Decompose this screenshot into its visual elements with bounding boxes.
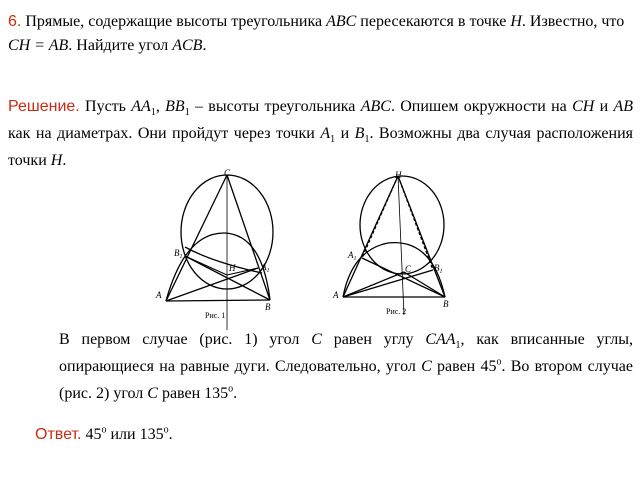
solution-and-2: и xyxy=(335,125,355,142)
fig2-line-ab1 xyxy=(343,270,433,297)
fig1-side-cb xyxy=(227,175,270,300)
fig1-label-a1 xyxy=(260,262,270,274)
answer-text-2: или 135 xyxy=(106,426,164,443)
solution-aa: AA xyxy=(131,98,151,115)
fig2-label-b1-letter: B xyxy=(434,263,440,273)
fig2-label-a1 xyxy=(347,250,357,262)
cases-text-2: равен углу xyxy=(321,331,426,348)
solution-bb: BB xyxy=(165,98,185,115)
fig2-label-h: H xyxy=(395,170,402,180)
answer-label: Ответ. xyxy=(35,426,82,443)
cases-angle-caa: CAA xyxy=(425,331,456,348)
fig2-label-a1-letter: A xyxy=(348,250,354,260)
figure-2 xyxy=(343,176,445,315)
fig2-altitude xyxy=(398,176,404,315)
fig2-label-a: A xyxy=(333,290,339,300)
problem-statement xyxy=(8,10,632,58)
problem-triangle: ABC xyxy=(326,13,357,30)
fig1-label-a1-sub: 1 xyxy=(266,268,270,274)
fig1-altitude-aa1 xyxy=(166,268,258,301)
fig1-altitude-bb1 xyxy=(185,256,270,300)
solution-a: A xyxy=(320,125,331,142)
fig1-label-c: C xyxy=(224,168,231,178)
solution-paragraph xyxy=(8,93,633,174)
cases-degree-1: о xyxy=(496,356,502,368)
fig2-line-hb xyxy=(398,176,445,297)
answer-degree-1: о xyxy=(101,424,107,436)
fig2-line-ha xyxy=(343,176,398,297)
fig2-line-hb1 xyxy=(398,176,433,270)
fig1-label-b1-sub: 1 xyxy=(179,254,183,260)
solution-b: B xyxy=(354,125,365,142)
fig2-arc-ab xyxy=(343,243,445,297)
fig1-label-b1-letter: B xyxy=(174,248,180,258)
problem-angle: ACB xyxy=(172,37,203,54)
solution-text-3: . Опишем окружности на xyxy=(390,98,573,115)
cases-angle-c-2: C xyxy=(421,358,432,375)
fig1-label-a: A xyxy=(156,290,162,300)
answer-line xyxy=(35,423,615,447)
fig2-label-a1-sub: 1 xyxy=(353,256,357,262)
solution-bb-sub: 1 xyxy=(184,107,190,119)
fig2-line-ha1 xyxy=(362,176,398,258)
cases-angle-caa-sub: 1 xyxy=(455,340,461,352)
solution-aa-sub: 1 xyxy=(150,107,156,119)
cases-degree-2: о xyxy=(228,383,234,395)
fig1-chord xyxy=(185,256,227,275)
answer-text-1: 45 xyxy=(81,426,102,443)
cases-paragraph xyxy=(59,326,633,407)
problem-number: 6. xyxy=(8,13,22,30)
solution-a-sub: 1 xyxy=(330,134,336,146)
solution-text-2: – высоты треугольника xyxy=(189,98,361,115)
fig1-side-ca xyxy=(166,175,227,301)
fig1-label-a1-letter: A xyxy=(261,262,267,272)
fig1-chord-2 xyxy=(227,268,258,275)
solution-ab: AB xyxy=(613,98,634,115)
problem-equation: CH = AB xyxy=(8,37,69,54)
fig2-side-cb xyxy=(404,272,445,297)
fig2-label-c: C xyxy=(405,264,412,274)
problem-text-2: пересекаются в точке xyxy=(356,13,511,30)
fig1-arc-inner xyxy=(185,247,262,273)
solution-text-1: Пусть xyxy=(79,98,132,115)
problem-text-3: . Известно, что xyxy=(521,13,625,30)
fig1-arc-ab xyxy=(166,233,270,301)
solution-ch: CH xyxy=(572,98,595,115)
problem-text-4: . Найдите угол xyxy=(68,37,173,54)
answer-degree-2: о xyxy=(163,424,169,436)
answer-text-3: . xyxy=(168,426,173,443)
problem-text-5: . xyxy=(202,37,207,54)
solution-text-6: . xyxy=(62,152,67,169)
solution-and-1: и xyxy=(594,98,614,115)
fig1-side-ab xyxy=(166,300,270,301)
cases-text-1: В первом случае (рис. 1) угол xyxy=(59,331,312,348)
cases-angle-c-3: C xyxy=(147,385,158,402)
solution-text-4: как на диаметрах. Они пройдут через точки xyxy=(8,125,321,142)
fig2-label-b1 xyxy=(434,263,443,275)
fig2-circle-ch xyxy=(360,176,444,274)
solution-h: H xyxy=(50,152,63,169)
fig1-label-b1 xyxy=(174,248,183,260)
fig2-caption: Рис. 2 xyxy=(386,307,407,316)
fig2-line-ba1 xyxy=(362,258,445,297)
cases-text-6: равен 135 xyxy=(157,385,229,402)
cases-text-4: равен 45 xyxy=(431,358,497,375)
solution-text-5: . Возможны два случая расположения точки xyxy=(8,125,634,169)
fig2-side-ca xyxy=(343,272,404,297)
cases-angle-c-1: C xyxy=(311,331,322,348)
cases-text-7: . xyxy=(233,385,238,402)
solution-sep: , xyxy=(155,98,166,115)
cases-text-5: . Во втором случае (рис. 2) угол xyxy=(59,358,633,402)
figure-1 xyxy=(166,175,273,330)
fig1-label-h: H xyxy=(229,263,236,273)
solution-b-sub: 1 xyxy=(364,134,370,146)
fig1-label-b: B xyxy=(265,302,271,312)
fig2-label-b1-sub: 1 xyxy=(439,269,443,275)
problem-text-1: Прямые, содержащие высоты треугольника xyxy=(21,13,327,30)
fig2-label-b: B xyxy=(443,299,449,309)
fig1-caption: Рис. 1 xyxy=(205,311,226,320)
solution-triangle: ABC xyxy=(360,98,391,115)
problem-point-h: H xyxy=(510,13,522,30)
cases-text-3: , как вписанные углы, опирающиеся на равные дуги. Следовательно, угол xyxy=(59,331,633,375)
fig1-circle-ch xyxy=(181,175,273,289)
solution-label: Решение. xyxy=(8,98,80,115)
